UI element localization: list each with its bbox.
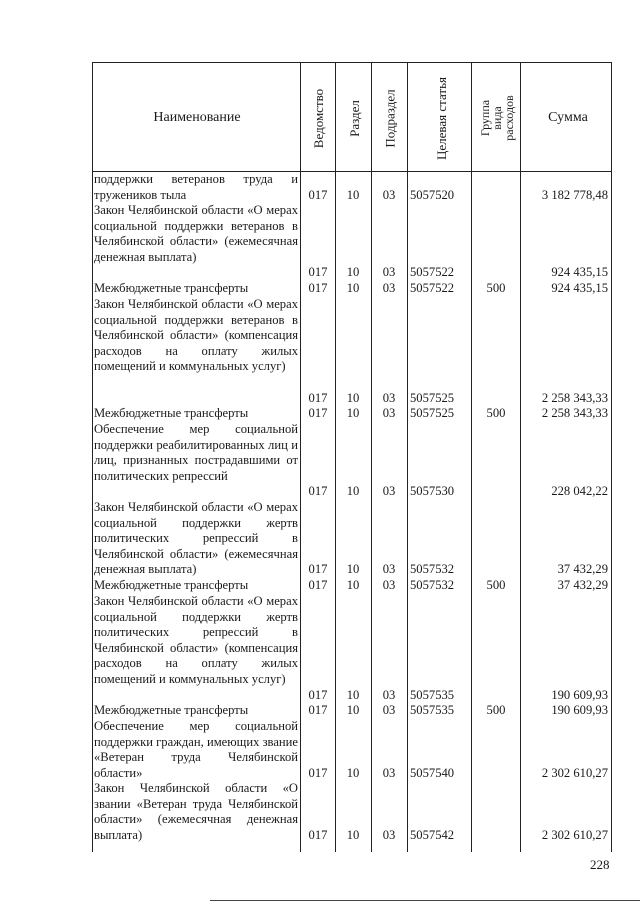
row-tselevaya: 5057535 xyxy=(410,703,455,717)
row-tselevaya: 5057530 xyxy=(410,484,455,499)
page-number: 228 xyxy=(590,857,610,872)
header-name: Наименование xyxy=(153,110,241,125)
row-razdel: 10 xyxy=(346,187,360,202)
row-vedomstvo: 017 xyxy=(308,827,328,842)
row-vedomstvo: 017 xyxy=(308,484,328,499)
row-razdel: 10 xyxy=(346,765,360,780)
row-razdel: 10 xyxy=(346,484,360,499)
table-row xyxy=(92,703,612,719)
table-row xyxy=(92,422,612,500)
table-row xyxy=(92,594,612,703)
row-name: Закон Челябинской области «О мерах социальной поддержки ветеранов в Челябинской области» (ежемесячная денежная выплата) xyxy=(94,203,298,264)
row-razdel: 10 xyxy=(346,281,360,295)
row-summa: 2 302 610,27 xyxy=(541,765,608,780)
table-row xyxy=(92,297,612,406)
table-row xyxy=(92,203,612,281)
row-gruppa: 500 xyxy=(486,406,506,420)
row-tselevaya: 5057532 xyxy=(410,578,455,592)
row-tselevaya: 5057520 xyxy=(410,187,455,202)
row-tselevaya: 5057540 xyxy=(410,765,455,780)
row-podrazdel: 03 xyxy=(382,187,396,202)
row-podrazdel: 03 xyxy=(382,562,396,577)
row-razdel: 10 xyxy=(346,562,360,577)
row-name: Межбюджетные трансферты xyxy=(94,578,249,592)
row-razdel: 10 xyxy=(346,687,360,702)
row-podrazdel: 03 xyxy=(382,703,396,717)
row-summa: 37 432,29 xyxy=(557,562,608,577)
row-podrazdel: 03 xyxy=(382,390,396,405)
row-summa: 2 302 610,27 xyxy=(541,827,608,842)
row-name: Закон Челябинской области «О мерах социальной поддержки жертв политических репрессий в Челябинской области» (ежемесячная денежная выплата) xyxy=(94,500,298,577)
row-podrazdel: 03 xyxy=(382,484,396,499)
row-summa: 190 609,93 xyxy=(551,687,608,702)
row-tselevaya: 5057525 xyxy=(410,390,455,405)
header-podrazdel: Подраздел xyxy=(382,88,398,148)
row-vedomstvo: 017 xyxy=(308,703,328,717)
row-tselevaya: 5057535 xyxy=(410,687,455,702)
row-name: Межбюджетные трансферты xyxy=(94,406,249,420)
row-name: Закон Челябинской области «О звании «Ветеран труда Челябинской области» (ежемесячная денежная выплата) xyxy=(94,781,298,842)
row-vedomstvo: 017 xyxy=(308,765,328,780)
row-vedomstvo: 017 xyxy=(308,390,328,405)
row-tselevaya: 5057522 xyxy=(410,265,455,280)
row-summa: 924 435,15 xyxy=(551,281,608,295)
row-name: Межбюджетные трансферты xyxy=(94,703,249,717)
row-summa: 3 182 778,48 xyxy=(541,187,608,202)
table-row xyxy=(92,281,612,297)
table-row xyxy=(92,500,612,578)
row-name: поддержки ветеранов труда и тружеников тыла xyxy=(94,172,298,202)
row-summa: 228 042,22 xyxy=(551,484,608,499)
row-razdel: 10 xyxy=(346,406,360,420)
row-razdel: 10 xyxy=(346,265,360,280)
row-podrazdel: 03 xyxy=(382,265,396,280)
header-summa: Сумма xyxy=(548,110,588,125)
row-summa: 37 432,29 xyxy=(557,578,608,592)
row-podrazdel: 03 xyxy=(382,281,396,295)
row-vedomstvo: 017 xyxy=(308,281,328,295)
row-podrazdel: 03 xyxy=(382,765,396,780)
row-podrazdel: 03 xyxy=(382,406,396,420)
row-tselevaya: 5057532 xyxy=(410,562,455,577)
row-summa: 2 258 343,33 xyxy=(541,406,608,420)
table-row xyxy=(92,406,612,422)
row-razdel: 10 xyxy=(346,390,360,405)
budget-table xyxy=(92,62,612,852)
row-vedomstvo: 017 xyxy=(308,687,328,702)
table-row xyxy=(92,578,612,594)
row-vedomstvo: 017 xyxy=(308,265,328,280)
row-razdel: 10 xyxy=(346,703,360,717)
row-name: Обеспечение мер социальной поддержки граждан, имеющих звание «Ветеран труда Челябинской области» xyxy=(94,719,298,780)
header-gruppa: Группа вида расходов xyxy=(478,95,516,141)
row-tselevaya: 5057522 xyxy=(410,281,455,295)
header-razdel: Раздел xyxy=(346,99,362,137)
row-razdel: 10 xyxy=(346,578,360,592)
row-vedomstvo: 017 xyxy=(308,406,328,420)
row-tselevaya: 5057525 xyxy=(410,406,455,420)
row-summa: 190 609,93 xyxy=(551,703,608,717)
row-name: Обеспечение мер социальной поддержки реабилитированных лиц и лиц, признанных пострадавшими от политических репрессий xyxy=(94,422,298,483)
row-summa: 924 435,15 xyxy=(551,265,608,280)
row-gruppa: 500 xyxy=(486,578,506,592)
table-header xyxy=(92,62,612,172)
row-tselevaya: 5057542 xyxy=(410,827,455,842)
row-gruppa: 500 xyxy=(486,703,506,717)
footer-rule xyxy=(210,900,640,901)
row-vedomstvo: 017 xyxy=(308,562,328,577)
row-razdel: 10 xyxy=(346,827,360,842)
row-podrazdel: 03 xyxy=(382,687,396,702)
table-row xyxy=(92,719,612,781)
header-tselevaya: Целевая статья xyxy=(433,76,449,160)
row-gruppa: 500 xyxy=(486,281,506,295)
row-vedomstvo: 017 xyxy=(308,578,328,592)
header-vedomstvo: Ведомство xyxy=(311,88,327,148)
row-summa: 2 258 343,33 xyxy=(541,390,608,405)
row-podrazdel: 03 xyxy=(382,827,396,842)
row-name: Закон Челябинской области «О мерах социальной поддержки ветеранов в Челябинской области» (компенсация расходов на оплату жилых помещений и коммунальных услуг) xyxy=(94,297,298,374)
table-row xyxy=(92,172,612,203)
table-row xyxy=(92,781,612,843)
row-podrazdel: 03 xyxy=(382,578,396,592)
row-vedomstvo: 017 xyxy=(308,187,328,202)
row-name: Закон Челябинской области «О мерах социальной поддержки жертв политических репрессий в Челябинской области» (компенсация расходов на оплату жилых помещений и коммунальных услуг) xyxy=(94,594,298,686)
row-name: Межбюджетные трансферты xyxy=(94,281,249,295)
